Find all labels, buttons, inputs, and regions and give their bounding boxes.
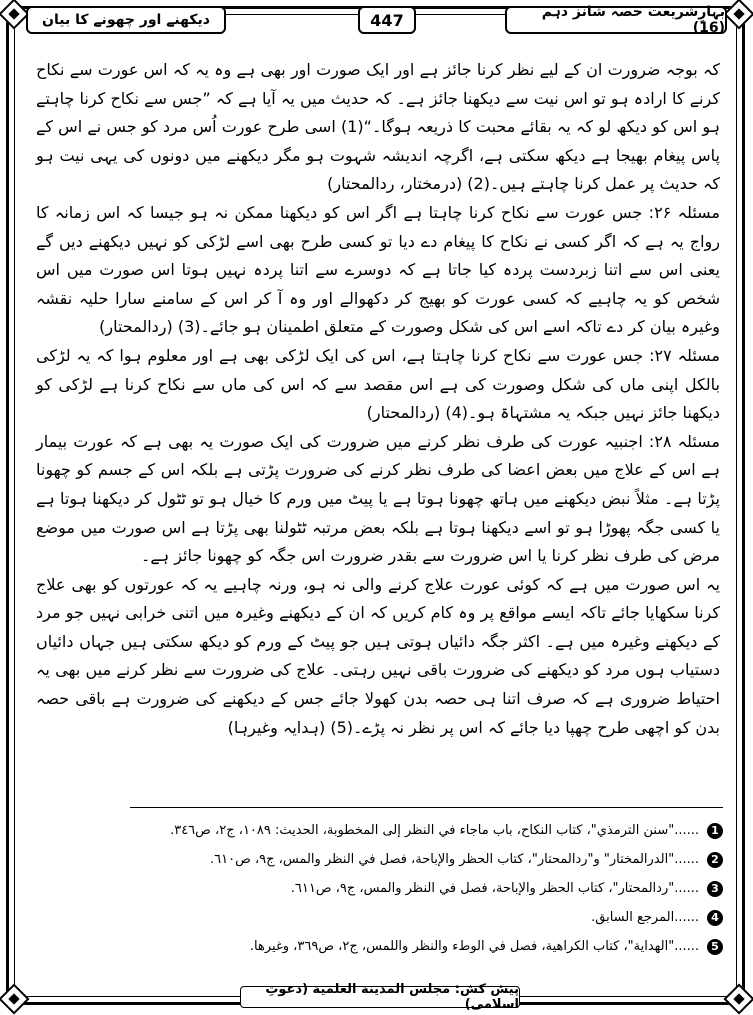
book-title: بہارِشریعت حصہ شانز دہم (16) <box>505 6 727 34</box>
footnote-text: ......المرجع السابق. <box>591 910 699 925</box>
paragraph-conclusion: یہ اس صورت میں ہے کہ کوئی عورت علاج کرنے والی نہ ہو، ورنہ چاہیے یہ کہ عورتوں کو بھی علاج کرنا سکھایا جائے تاکہ ایسے مواقع پر وہ کام کریں کہ ان کے دیکھنے وغیرہ میں اتنی خرابی نہیں جو مرد کے دیکھنے وغیرہ میں ہے۔ اکثر جگہ دائیاں ہوتی ہیں جو پیٹ کے ورم کو دیکھ سکتی ہیں جہاں دائیاں دستیاب ہوں مرد کو دیکھنے کی ضرورت باقی نہیں رہتی۔ علاج کی ضرورت سے نظر کرنے میں بھی یہ احتیاط ضروری ہے کہ صرف اتنا ہی حصہ بدن کھولا جائے جس کے دیکھنے کی ضرورت ہے باقی حصہ بدن کو اچھی طرح چھپا دیا جائے کہ اس پر نظر نہ پڑے۔(5) (ہدایہ وغیرہا) <box>36 574 721 737</box>
footnote-separator <box>130 807 723 808</box>
main-text <box>36 56 720 742</box>
paragraph-masala-27: مسئلہ ۲۷: جس عورت سے نکاح کرنا چاہتا ہے، اس کی ایک لڑکی بھی ہے اور معلوم ہوا کہ یہ لڑکی بالکل اپنی ماں کی شکل وصورت کی ہے اس مقصد سے کہ اس کی ماں سے نکاح کرنا ہے لڑکی کو دیکھنا جائز نہیں جبکہ یہ مشتہاۃ ہو۔(4) (ردالمحتار) <box>36 345 721 423</box>
chapter-title: دیکھنے اور چھونے کا بیان <box>26 6 226 34</box>
paragraph-masala-26: مسئلہ ۲۶: جس عورت سے نکاح کرنا چاہتا ہے اگر اس کو دیکھنا ممکن نہ ہو جیسا کہ اس زمانہ کا رواج یہ ہے کہ اگر کسی نے نکاح کا پیغام دے دیا تو کسی طرح بھی اسے لڑکی کو نہیں دیکھنے دیں گے یعنی اس سے اتنا زبردست پردہ کیا جاتا ہے کہ دوسرے سے اتنا پردہ نہیں ہوتا اس صورت میں اس شخص کو یہ چاہیے کہ کسی عورت کو بھیج کر دکھوالے اور وہ آ کر اس کے سامنے سارا حلیہ نقشہ وغیرہ بیان کر دے تاکہ اسے اس کی شکل وصورت کے متعلق اطمینان ہو جائے۔(3) (ردالمحتار) <box>36 202 720 337</box>
footnote-text: ......"الدرالمختار" و"ردالمحتار"، كتاب الحظر والإباحة، فصل في النظر والمس، ج٩، ص٦١٠. <box>210 852 699 867</box>
footnote-text: ......"الهداية"، كتاب الكراهية، فصل في الوطء والنظر واللمس، ج٢، ص٣٦٩، وغيرها. <box>249 939 699 954</box>
footnote-number: 2 <box>707 852 723 868</box>
footnote <box>140 905 723 930</box>
footnote-text: ......"ردالمحتار"، كتاب الحظر والإباحة، فصل في النظر والمس، ج٩، ص٦١١. <box>290 881 699 896</box>
footnote-number: 4 <box>707 910 723 926</box>
paragraph-intro: کہ بوجہ ضرورت ان کے لیے نظر کرنا جائز ہے اور ایک صورت اور بھی ہے وہ یہ کہ اس عورت سے نکاح کرنے کا ارادہ ہو تو اس نیت سے دیکھنا جائز ہے۔ کہ حدیث میں یہ آیا ہے کہ ”جس سے نکاح کرنا چاہتے ہو اس کو دیکھ لو کہ یہ بقائے محبت کا ذریعہ ہوگا۔“(1) اسی طرح عورت اُس مرد کو جس نے اس کے پاس پیغام بھیجا ہے دیکھ سکتی ہے، اگرچہ اندیشہ شہوت ہو مگر دیکھنے میں دونوں کی یہی نیت ہو کہ حدیث پر عمل کرنا چاہتے ہیں۔(2) (درمختار، ردالمحتار) <box>36 60 721 194</box>
footnote <box>140 934 723 959</box>
footnote <box>140 876 723 901</box>
footnote-number: 5 <box>707 939 723 955</box>
paragraph-masala-28: مسئلہ ۲۸: اجنبیہ عورت کی طرف نظر کرنے میں ضرورت کی ایک صورت یہ بھی ہے کہ عورت بیمار ہے اس کے علاج میں بعض اعضا کی طرف نظر کرنے کی ضرورت پڑتی ہے بلکہ اس کے جسم کو چھونا پڑتا ہے۔ مثلاً نبض دیکھنے میں ہاتھ چھونا ہوتا ہے یا پیٹ میں ورم کا خیال ہو تو ٹٹول کر دیکھنا ہوتا ہے یا کسی جگہ پھوڑا ہو تو اسے دیکھنا ہوتا ہے بلکہ بعض مرتبہ ٹٹولنا بھی پڑتا ہے اس صورت میں موضع مرض کی طرف نظر کرنا یا اس ضرورت سے بقدر ضرورت اس جگہ کو چھونا جائز ہے۔ <box>36 431 720 566</box>
page-header <box>20 6 733 36</box>
footnote-number: 1 <box>707 823 723 839</box>
footnote <box>140 847 723 872</box>
footnote-number: 3 <box>707 881 723 897</box>
footnote <box>140 818 723 843</box>
page-number: 447 <box>358 6 416 34</box>
footnote-text: ......"سنن الترمذي"، كتاب النكاح، باب ماجاء في النظر إلى المخطوبة، الحديث: ١٠٨٩، ج٢، ص٣٤٦. <box>170 823 699 838</box>
publisher-footer: پیش کش: مجلس المدينة العلمية (دعوتِ اسلامی) <box>240 986 520 1008</box>
footnotes <box>140 818 723 963</box>
